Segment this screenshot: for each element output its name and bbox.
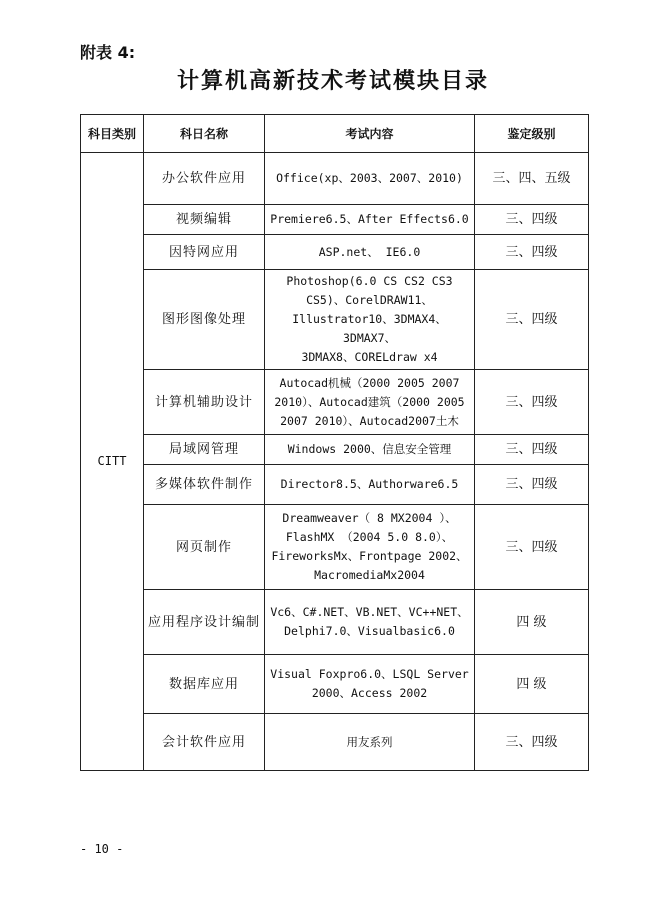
table-row bbox=[81, 714, 589, 771]
header-exam-content: 考试内容 bbox=[265, 115, 475, 153]
exam-content-cell bbox=[265, 435, 475, 465]
exam-content-line: CS5)、CorelDRAW11、 bbox=[306, 293, 433, 307]
exam-content-line: ASP.net、 IE6.0 bbox=[318, 244, 421, 259]
exam-content-line: FireworksMx、Frontpage 2002、 bbox=[271, 549, 468, 563]
table-row bbox=[81, 505, 589, 590]
table-row bbox=[81, 205, 589, 235]
table-header-row bbox=[81, 115, 589, 153]
level-cell: 三、四级 bbox=[475, 235, 589, 270]
level-cell: 三、四、五级 bbox=[475, 153, 589, 205]
subject-name-cell: 会计软件应用 bbox=[144, 714, 265, 771]
module-catalog-table bbox=[80, 114, 589, 771]
exam-content-line: Visual Foxpro6.0、LSQL Server bbox=[270, 667, 469, 681]
level-cell: 四 级 bbox=[475, 655, 589, 714]
exam-content-line: Autocad机械（2000 2005 2007 bbox=[279, 375, 460, 390]
exam-content-line: 用友系列 bbox=[346, 734, 393, 749]
appendix-label: 附表 4: bbox=[80, 43, 136, 62]
exam-content-line: Vc6、C#.NET、VB.NET、VC++NET、 bbox=[270, 605, 469, 619]
subject-name-cell: 局域网管理 bbox=[144, 435, 265, 465]
subject-name-cell: 办公软件应用 bbox=[144, 153, 265, 205]
exam-content-line: FlashMX （2004 5.0 8.0）、 bbox=[285, 530, 454, 544]
header-category: 科目类别 bbox=[81, 115, 144, 153]
exam-content-cell bbox=[265, 505, 475, 590]
level-cell: 四 级 bbox=[475, 590, 589, 655]
level-cell: 三、四级 bbox=[475, 270, 589, 370]
level-cell: 三、四级 bbox=[475, 435, 589, 465]
subject-name-cell: 计算机辅助设计 bbox=[144, 370, 265, 435]
exam-content-cell bbox=[265, 655, 475, 714]
exam-content-line: 2007 2010）、Autocad2007土木 bbox=[280, 413, 459, 428]
exam-content-line: 2000、Access 2002 bbox=[311, 686, 428, 700]
page-title: 计算机高新技术考试模块目录 bbox=[176, 69, 489, 94]
exam-content-cell bbox=[265, 235, 475, 270]
exam-content-line: Photoshop(6.0 CS CS2 CS3 bbox=[286, 274, 453, 288]
exam-content-cell bbox=[265, 465, 475, 505]
exam-content-line: Premiere6.5、After Effects6.0 bbox=[270, 212, 469, 226]
exam-content-line: Office(xp、2003、2007、2010) bbox=[276, 171, 463, 185]
table-row bbox=[81, 590, 589, 655]
table-row bbox=[81, 270, 589, 370]
exam-content-line: Delphi7.0、Visualbasic6.0 bbox=[284, 624, 455, 638]
exam-content-line: Director8.5、Authorware6.5 bbox=[280, 477, 459, 491]
header-level: 鉴定级别 bbox=[475, 115, 589, 153]
level-cell: 三、四级 bbox=[475, 505, 589, 590]
category-cell: CITT bbox=[81, 153, 144, 771]
exam-content-line: Windows 2000、信息安全管理 bbox=[287, 442, 452, 456]
exam-content-cell bbox=[265, 205, 475, 235]
exam-content-cell bbox=[265, 153, 475, 205]
subject-name-cell: 图形图像处理 bbox=[144, 270, 265, 370]
table-row bbox=[81, 370, 589, 435]
table-row bbox=[81, 435, 589, 465]
level-cell: 三、四级 bbox=[475, 465, 589, 505]
table-row bbox=[81, 655, 589, 714]
page-number: - 10 - bbox=[80, 842, 124, 856]
subject-name-cell: 多媒体软件制作 bbox=[144, 465, 265, 505]
level-cell: 三、四级 bbox=[475, 714, 589, 771]
header-subject-name: 科日名称 bbox=[144, 115, 265, 153]
exam-content-line: 3DMAX8、CORELdraw x4 bbox=[301, 350, 438, 364]
exam-content-line: MacromediaMx2004 bbox=[314, 568, 425, 582]
level-cell: 三、四级 bbox=[475, 205, 589, 235]
table-row bbox=[81, 235, 589, 270]
exam-content-cell bbox=[265, 590, 475, 655]
table-row bbox=[81, 153, 589, 205]
table-row bbox=[81, 465, 589, 505]
subject-name-cell: 应用程序设计编制 bbox=[144, 590, 265, 655]
exam-content-cell bbox=[265, 370, 475, 435]
subject-name-cell: 网页制作 bbox=[144, 505, 265, 590]
level-cell: 三、四级 bbox=[475, 370, 589, 435]
exam-content-line: Dreamweaver（ 8 MX2004 ）、 bbox=[282, 511, 457, 525]
exam-content-line: Illustrator10、3DMAX4、3DMAX7、 bbox=[292, 312, 447, 345]
exam-content-cell bbox=[265, 270, 475, 370]
exam-content-line: 2010）、Autocad建筑（2000 2005 bbox=[274, 394, 465, 409]
subject-name-cell: 视频编辑 bbox=[144, 205, 265, 235]
subject-name-cell: 数据库应用 bbox=[144, 655, 265, 714]
exam-content-cell bbox=[265, 714, 475, 771]
subject-name-cell: 因特网应用 bbox=[144, 235, 265, 270]
